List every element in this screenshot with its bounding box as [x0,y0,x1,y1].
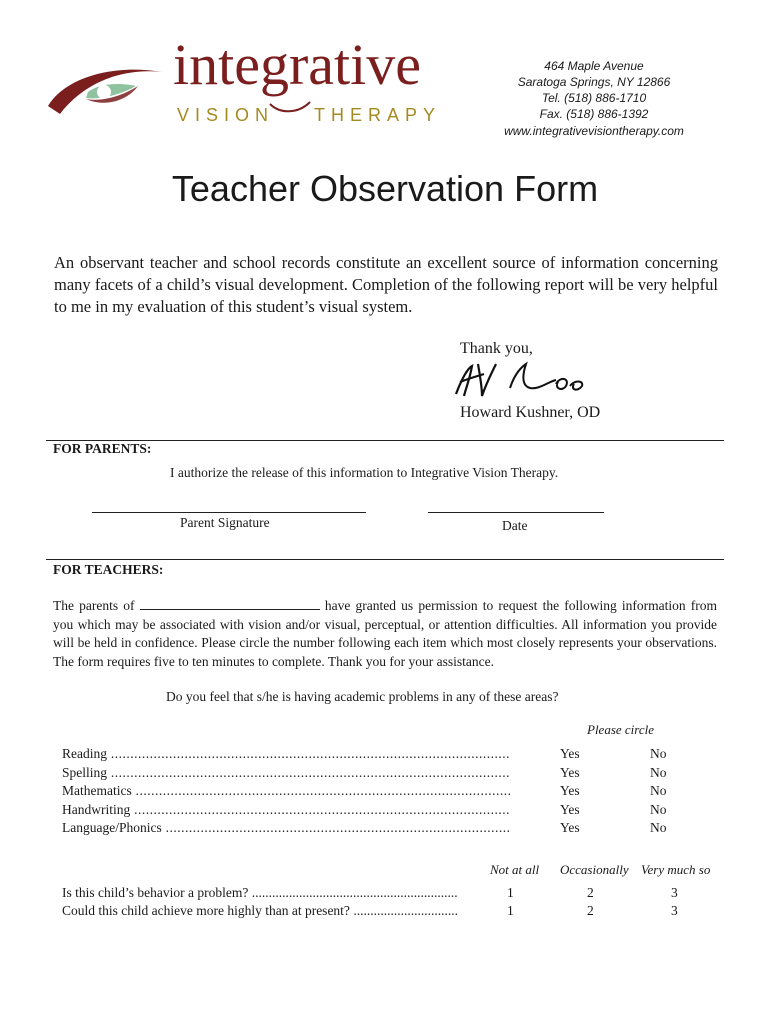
list-item [62,765,682,783]
address-fax: Fax. (518) 886-1392 [539,107,649,121]
intro-paragraph: An observant teacher and school records constitute an excellent source of information concerning many facets of a child’s visual development. Completion of the following report will be very helpful to me in my evaluation of this student’s visual system. [54,253,718,316]
area-label: Mathematics ..... [62,783,510,799]
scale-header-not-at-all: Not at all [490,862,540,877]
list-item [62,746,682,764]
rating-option-3[interactable]: 3 [671,885,678,900]
yes-option[interactable]: Yes [560,820,580,835]
no-option[interactable]: No [650,820,667,835]
table-row [62,903,702,921]
area-label: Handwriting ..... [62,802,510,818]
date-label: Date [502,518,528,533]
rating-option-2[interactable]: 2 [587,903,594,918]
eye-logo-icon [46,62,164,118]
rating-option-1[interactable]: 1 [507,885,514,900]
teacher-instructions [53,597,717,671]
page-title: Teacher Observation Form [171,168,599,209]
website-link[interactable]: www.integrativevisiontherapy.com [504,124,684,138]
scale-header-occasionally: Occasionally [560,862,629,877]
no-option[interactable]: No [650,746,667,761]
para-rest: have granted us permission to request the following information from you which may be associated with vision and/or visual, perceptual, or attention difficulties. All information you provide will be held in confidence. Please circle the number following each item which most closely represents your observations. The form requires five to ten minutes to complete. Thank you for your assistance. [53,598,718,669]
signature-image [452,358,602,400]
teachers-heading: FOR TEACHERS: [53,562,164,577]
rating-option-2[interactable]: 2 [587,885,594,900]
behavior-label: Could this child achieve more highly than at present? ..... [62,903,457,919]
address-street: 464 Maple Avenue [544,59,644,73]
academic-question: Do you feel that s/he is having academic problems in any of these areas? [166,689,559,704]
please-circle-label: Please circle [587,722,655,737]
area-label: Reading ..... [62,746,510,762]
table-row [62,885,702,903]
address-block [494,58,694,122]
no-option[interactable]: No [650,802,667,817]
doctor-name: Howard Kushner, OD [460,404,601,421]
list-item [62,802,682,820]
thanks-text: Thank you, [460,340,533,357]
logo-therapy: THERAPY [314,105,442,125]
parent-signature-label: Parent Signature [180,515,270,530]
no-option[interactable]: No [650,783,667,798]
rating-option-1[interactable]: 1 [507,903,514,918]
list-item [62,783,682,801]
rating-option-3[interactable]: 3 [671,903,678,918]
yes-option[interactable]: Yes [560,802,580,817]
logo-vision: VISION [177,105,275,125]
yes-option[interactable]: Yes [560,783,580,798]
divider-teachers [46,559,724,560]
yes-option[interactable]: Yes [560,765,580,780]
parents-heading: FOR PARENTS: [53,441,152,456]
yes-option[interactable]: Yes [560,746,580,761]
area-label: Spelling ..... [62,765,510,781]
scale-header-very-much: Very much so [641,862,711,877]
child-name-blank[interactable] [140,597,320,610]
area-label: Language/Phonics ..... [62,820,510,836]
parent-signature-line[interactable] [92,512,366,513]
logo-wordmark: integrative [173,32,422,97]
date-line[interactable] [428,512,604,513]
address-tel: Tel. (518) 886-1710 [541,91,647,105]
authorize-text: I authorize the release of this information to Integrative Vision Therapy. [170,465,559,480]
behavior-label: Is this child’s behavior a problem? ..... [62,885,457,901]
address-city: Saratoga Springs, NY 12866 [517,75,671,89]
swoosh-icon [268,100,312,114]
para-start: The parents of [53,598,135,613]
no-option[interactable]: No [650,765,667,780]
list-item [62,820,682,838]
